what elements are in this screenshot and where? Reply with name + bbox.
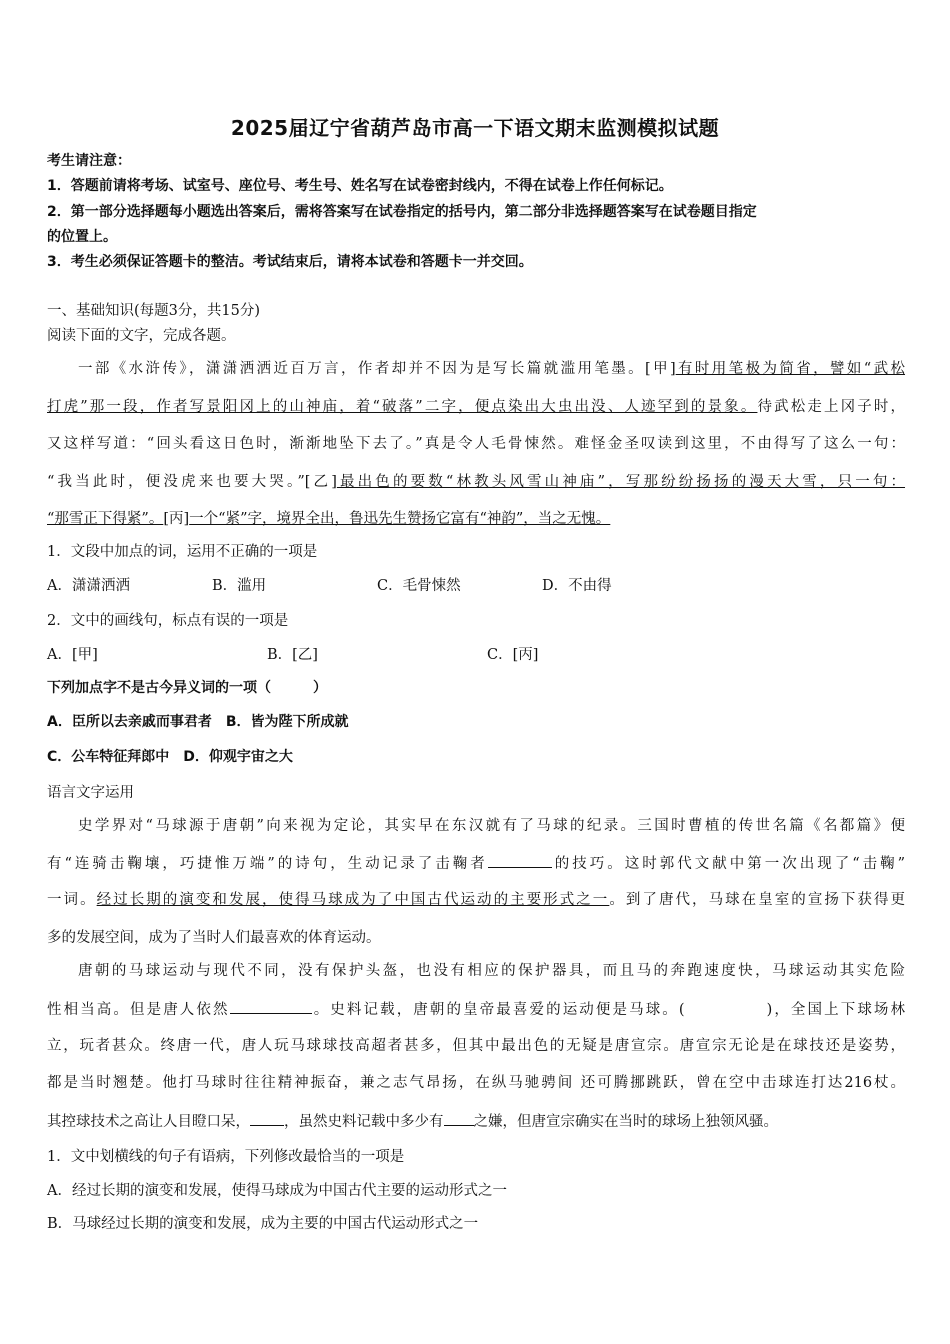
passage2-line-2: 有“连骑击鞠壤，巧捷惟万端”的诗句，生动记录了击鞠者 的技巧。这时郭代文献中第一次出现了“击鞠”	[47, 853, 905, 874]
passage3-line-5: 其控球技术之高让人目瞪口呆， ，虽然史料记载中多少有 之嫌，但唐宣宗确实在当时的球场上独领风骚。	[47, 1111, 778, 1132]
passage1-line-2: 打虎”那一段，作者写景阳冈上的山神庙，着“破落”二字，便点染出大虫出没、人迹罕到的景象。待武松走上冈子时，	[47, 399, 905, 415]
passage2-line-4: 多的发展空间，成为了当时人们最喜欢的体育运动。	[47, 930, 381, 946]
question-1: 1．文段中加点的词，运用不正确的一项是	[47, 544, 318, 560]
q2-option-c[interactable]: C．[丙]	[487, 647, 539, 663]
notice-item-3: 3．考生必须保证答题卡的整洁。考试结束后，请将本试卷和答题卡一并交回。	[47, 254, 533, 270]
ancient-word-question: 下列加点字不是古今异义词的一项（ ）	[47, 680, 327, 696]
section2-q1-option-b[interactable]: B．马球经过长期的演变和发展，成为主要的中国古代运动形式之一	[47, 1216, 479, 1232]
page-title: 2025届辽宁省葫芦岛市高一下语文期末监测模拟试题	[230, 116, 720, 140]
q1-option-c[interactable]: C．毛骨悚然	[377, 578, 461, 594]
passage3-line-2: 性相当高。但是唐人依然 。史料记载，唐朝的皇帝最喜爱的运动便是马球。( )，全国上下球场林	[47, 999, 905, 1020]
passage1-line-1: 一部《水浒传》，潇潇洒洒近百万言，作者却并不因为是写长篇就滥用笔墨。[甲]有时用笔极为简省，譬如“武松	[78, 361, 906, 377]
passage2-line-1: 史学界对“马球源于唐朝”向来视为定论，其实早在东汉就有了马球的纪录。三国时曹植的传世名篇《名都篇》便	[78, 818, 905, 834]
section2-question-1: 1．文中划横线的句子有语病，下列修改最恰当的一项是	[47, 1149, 405, 1165]
fill-blank-4[interactable]	[250, 1111, 284, 1126]
fill-blank-1[interactable]	[488, 853, 552, 868]
ancient-options-row-1[interactable]: A．臣所以去亲戚而事君者 B．皆为陛下所成就	[47, 714, 349, 730]
passage3-line-3: 立，玩者甚众。终唐一代，唐人玩马球球技高超者甚多，但其中最出色的无疑是唐宣宗。唐宣宗无论是在球技还是姿势，	[47, 1038, 905, 1054]
q2-option-a[interactable]: A．[甲]	[47, 647, 98, 663]
question-2: 2．文中的画线句，标点有误的一项是	[47, 613, 289, 629]
passage3-line-4: 都是当时翘楚。他打马球时往往精神振奋，兼之志气昂扬，在纵马驰骋间 还可腾挪跳跃，曾在空中击球连打达216杖。	[47, 1075, 905, 1091]
fill-blank-5[interactable]	[444, 1111, 474, 1126]
notice-heading: 考生请注意：	[47, 153, 131, 169]
notice-item-2b: 的位置上。	[47, 229, 117, 245]
fill-blank-2[interactable]	[230, 999, 312, 1014]
q1-option-d[interactable]: D．不由得	[542, 578, 612, 594]
section2-q1-option-a[interactable]: A．经过长期的演变和发展，使得马球成为中国古代主要的运动形式之一	[47, 1183, 507, 1199]
q1-option-b[interactable]: B．滥用	[212, 578, 267, 594]
passage2-line-3: 一词。经过长期的演变和发展，使得马球成为了中国古代运动的主要形式之一。到了唐代，马球在皇室的宣扬下获得更	[47, 892, 906, 908]
passage1-line-5: “那雪正下得紧”。[丙]一个“紧”字，境界全出，鲁迅先生赞扬它富有“神韵”，当之无愧。	[47, 511, 611, 527]
q2-option-b[interactable]: B．[乙]	[267, 647, 318, 663]
q1-option-a[interactable]: A．潇潇洒洒	[47, 578, 130, 594]
notice-item-2a: 2．第一部分选择题每小题选出答案后，需将答案写在试卷指定的括号内，第二部分非选择题答案写在试卷题目指定	[47, 204, 757, 220]
section1-heading: 一、基础知识(每题3分，共15分)	[47, 303, 260, 319]
passage3-line-1: 唐朝的马球运动与现代不同，没有保护头盔，也没有相应的保护器具，而且马的奔跑速度快，马球运动其实危险	[78, 963, 905, 979]
ancient-options-row-2[interactable]: C．公车特征拜郎中 D．仰观宇宙之大	[47, 749, 293, 765]
passage1-line-3: 又这样写道：“回头看这日色时，渐渐地坠下去了。”真是令人毛骨悚然。难怪金圣叹读到这里，不由得写了这么一句：	[47, 436, 905, 452]
passage1-line-4: “我当此时，便没虎来也要大哭。”[乙]最出色的要数“林教头风雪山神庙”，写那纷纷扬扬的漫天大雪，只一句：	[47, 474, 906, 490]
section1-intro: 阅读下面的文字，完成各题。	[47, 328, 236, 344]
section2-heading: 语言文字运用	[47, 785, 134, 801]
notice-item-1: 1．答题前请将考场、试室号、座位号、考生号、姓名写在试卷密封线内，不得在试卷上作任何标记。	[47, 178, 673, 194]
